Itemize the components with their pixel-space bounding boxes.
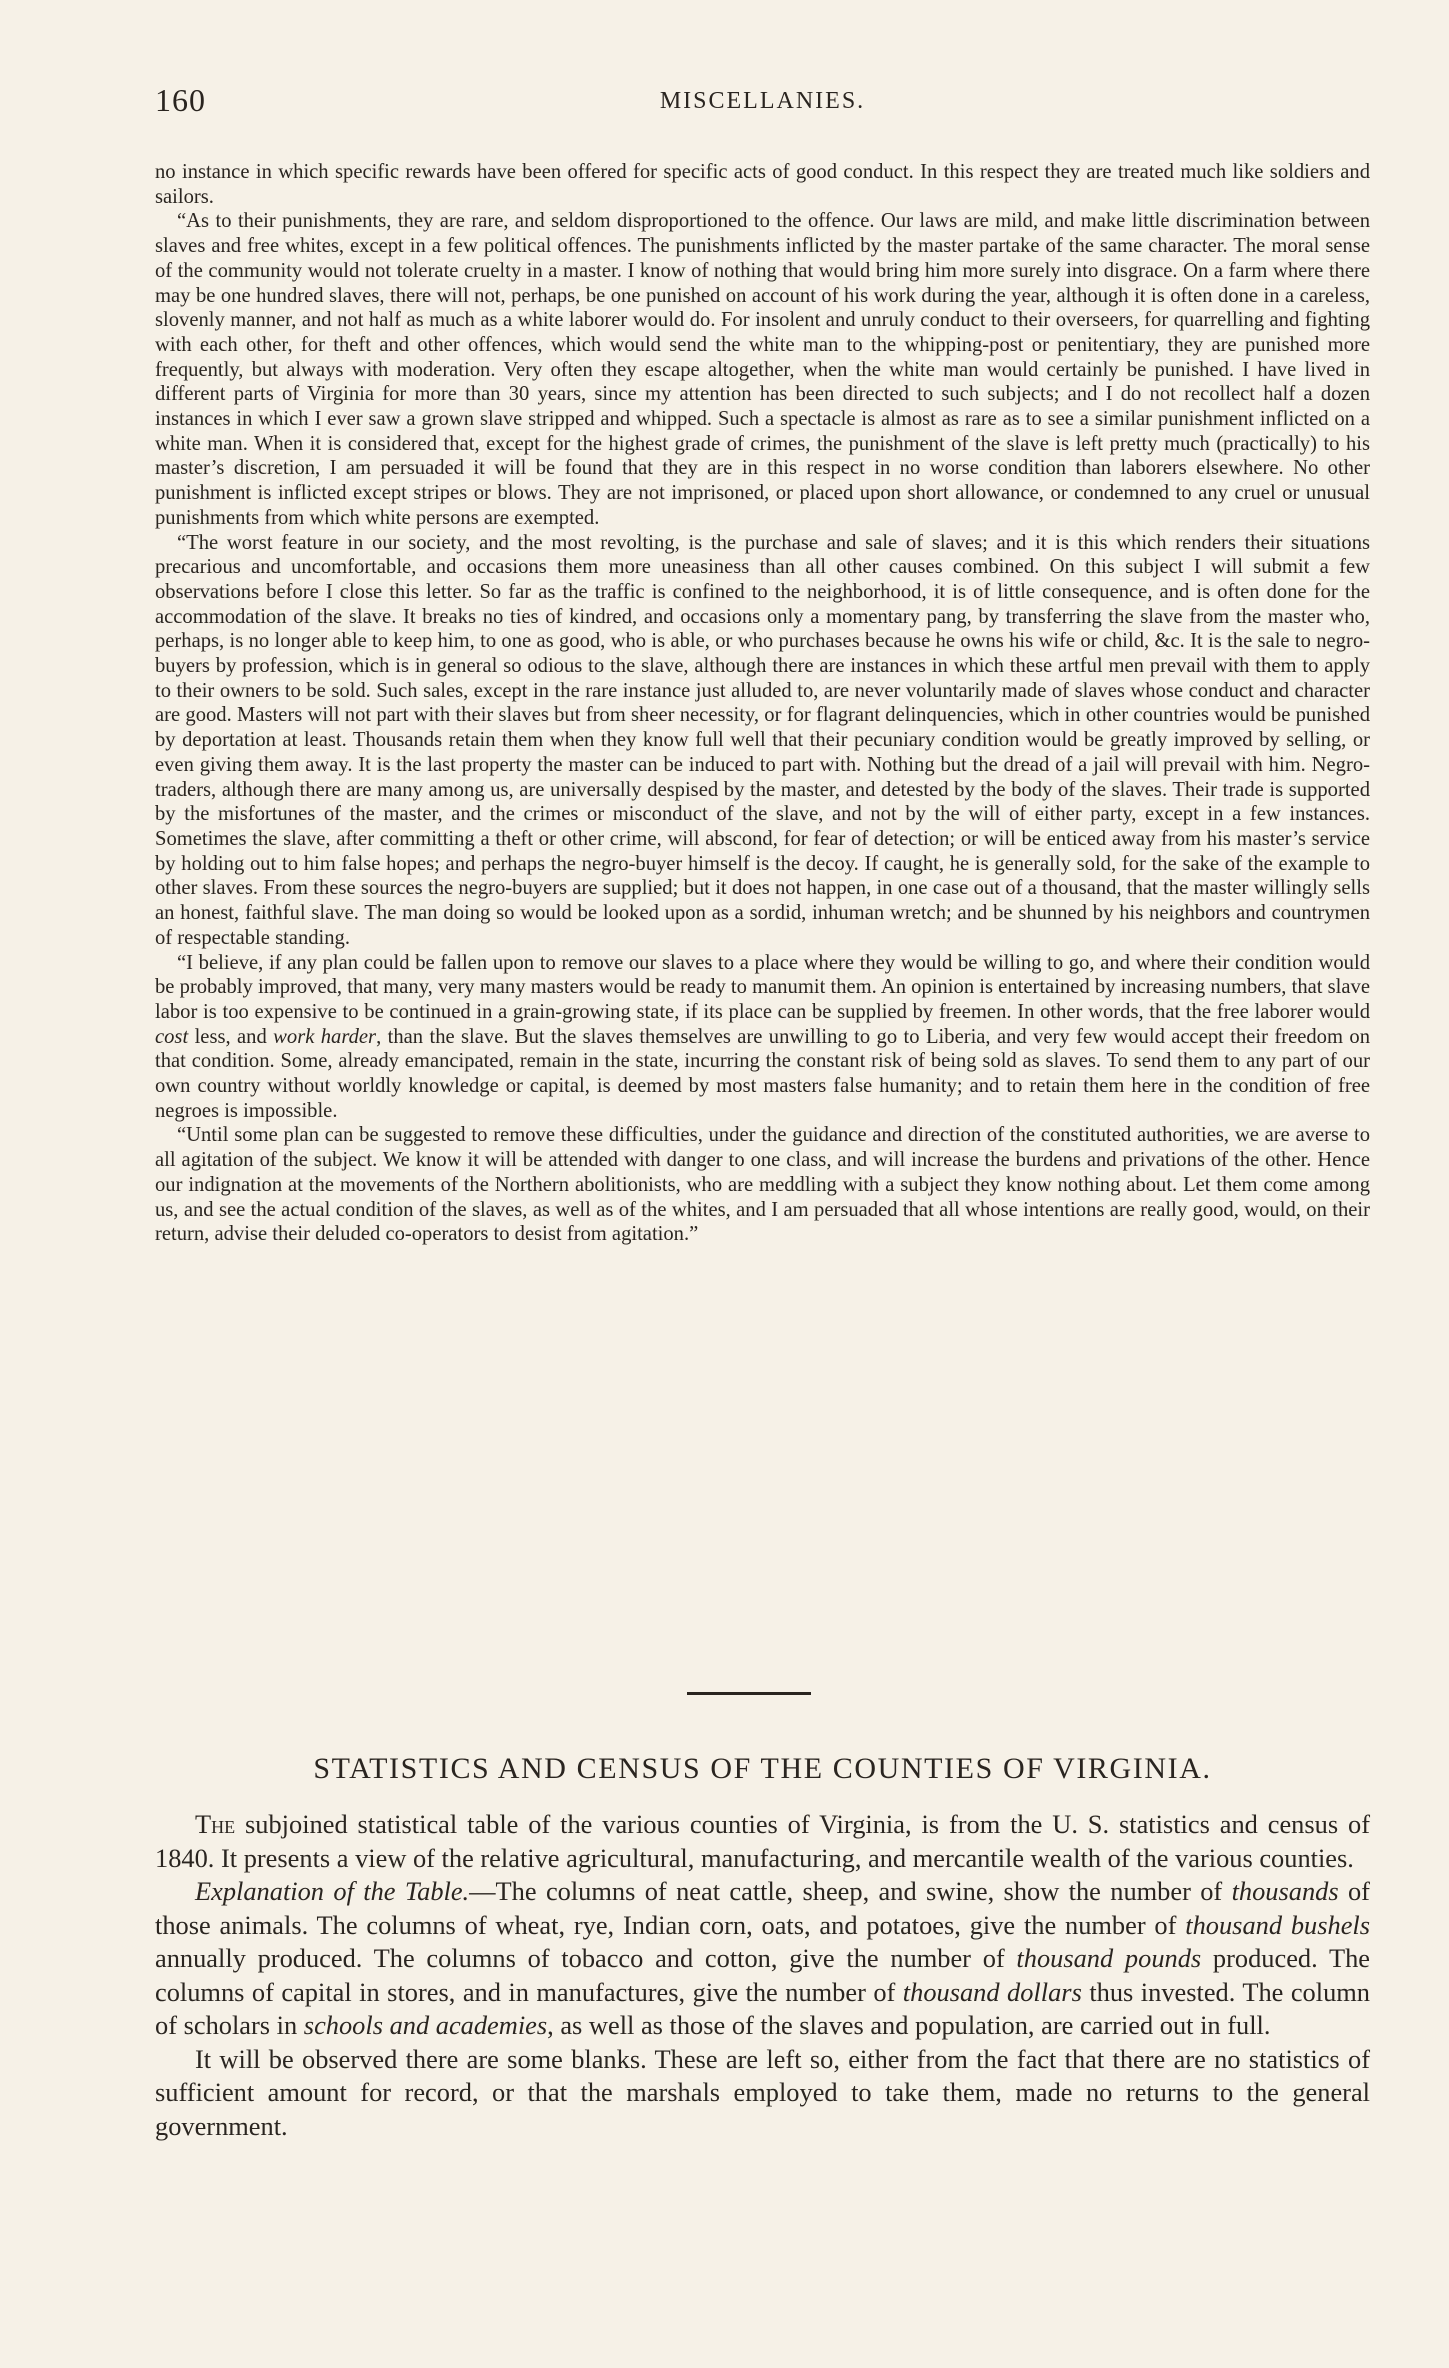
text-run: , as well as those of the slaves and population, are carried out in full. [547,2010,1271,2040]
italic-run: thousand pounds [1016,1943,1202,1973]
letter-paragraph-agitation: “Until some plan can be suggested to remove these difficulties, under the guidance and direction of the constituted authorities, we are averse to all agitation of the subject. We know it will be attended with danger to one class, and will increase the burdens and privations of the other. Hence our indignation at the movements of the Northern abolitionists, who are meddling with a subject they know nothing about. Let them come among us, and see the actual condition of the slaves, as well as of the whites, and I am persuaded that all whose intentions are really good, would, on their return, advise their deluded co-operators to desist from agitation.” [155,1124,1370,1246]
text-run: produced. The columns of capital in stores, and in manufactures, give the number of [155,1943,1370,2007]
explanation-heading: Explanation of the Table. [195,1876,470,1906]
lead-word: The [195,1809,236,1839]
text-run: “I believe, if any plan could be fallen upon to remove our slaves to a place where they would be willing to go, and where their condition would be probably improved, that many, very many masters would be ready to manumit them. An opinion is entertained by increasing numbers, that slave labor is too expensive to be continued in a grain-growing state, if its place can be supplied by freemen. In other words, that the free laborer would [155,951,1370,1023]
section-paragraph-intro [155,1808,1370,1875]
letter-text-block [155,160,1370,1247]
letter-paragraph-manumission [155,951,1370,1124]
section-paragraph-explanation [155,1875,1370,2043]
text-run: less, and [188,1025,274,1048]
running-head: MISCELLANIES. [659,88,866,114]
letter-paragraph-punishments: “As to their punishments, they are rare, and seldom disproportioned to the offence. Our laws are mild, and make little discrimination between slaves and free whites, except in a few political offences. The punishments inflicted by the master partake of the same character. The moral sense of the community would not tolerate cruelty in a master. I know of nothing that would bring him more surely into disgrace. On a farm where there may be one hundred slaves, there will not, perhaps, be one punished on account of his work during the year, although it is often done in a careless, slovenly manner, and not half as much as a white laborer would do. For insolent and unruly conduct to their overseers, for quarrelling and fighting with each other, for theft and other offences, which would send the white man to the whipping-post or penitentiary, they are punished more frequently, but always with moderation. Very often they escape altogether, when the white man would certainly be punished. I have lived in different parts of Virginia for more than 30 years, since my attention has been directed to such subjects; and I do not recollect half a dozen instances in which I ever saw a grown slave stripped and whipped. Such a spectacle is almost as rare as to see a similar punishment inflicted on a white man. When it is considered that, except for the highest grade of crimes, the punishment of the slave is left pretty much (practically) to his master’s discretion, I am persuaded it will be found that they are in this respect in no worse condition than laborers elsewhere. No other punishment is inflicted except stripes or blows. They are not imprisoned, or placed upon short allowance, or condemned to any cruel or unusual punishments from which white persons are exempted. [155,210,1370,529]
text-run: subjoined statistical table of the various counties of Virginia, is from the U. S. statistics and census of 1840. It presents a view of the relative agricultural, manufacturing, and mercantile wealth of the various counties. [155,1809,1370,1873]
letter-paragraph-sale-of-slaves: “The worst feature in our society, and the most revolting, is the purchase and sale of slaves; and it is this which renders their situations precarious and uncomfortable, and occasions them more uneasiness than all other causes combined. On this subject I will submit a few observations before I close this letter. So far as the traffic is confined to the neighborhood, it is of little consequence, and is often done for the accommodation of the slave. It breaks no ties of kindred, and occasions only a momentary pang, by transferring the slave from the master who, perhaps, is no longer able to keep him, to one as good, who is able, or who purchases because he owns his wife or child, &c. It is the sale to negro-buyers by profession, which is in general so odious to the slave, although there are instances in which these artful men prevail with them to apply to their owners to be sold. Such sales, except in the rare instance just alluded to, are never voluntarily made of slaves whose conduct and character are good. Masters will not part with their slaves but from sheer necessity, or for flagrant delinquencies, which in other countries would be punished by deportation at least. Thousands retain them when they know full well that their pecuniary condition would be greatly improved by selling, or even giving them away. It is the last property the master can be induced to part with. Nothing but the dread of a jail will prevail with him. Negro-traders, although there are many among us, are universally despised by the master, and detested by the body of the slaves. Their trade is supported by the misfortunes of the master, and the crimes or misconduct of the slave, and not by the will of either party, except in a few instances. Sometimes the slave, after committing a theft or other crime, will abscond, for fear of detection; or will be enticed away from his master’s service by holding out to him false hopes; and perhaps the negro-buyer himself is the decoy. If caught, he is generally sold, for the sake of the example to other slaves. From these sources the negro-buyers are supplied; but it does not happen, in one case out of a thousand, that the master willingly sells an honest, faithful slave. The man doing so would be looked upon as a sordid, inhuman wretch; and be shunned by his neighbors and countrymen of respectable standing. [155,531,1370,949]
text-run: thus invested. The column of scholars in [155,1976,1370,2040]
text-run: of those animals. The columns of wheat, rye, Indian corn, oats, and potatoes, give the number of [155,1876,1370,1940]
text-run: , than the slave. But the slaves themselves are unwilling to go to Liberia, and very few would accept their freedom on that condition. Some, already emancipated, remain in the state, incurring the constant risk of being sold as slaves. To send them to any part of our own country without worldly knowledge or capital, is deemed by most masters false humanity; and to retain them here in the condition of free negroes is impossible. [155,1025,1370,1122]
section-divider-rule [687,1692,811,1695]
section-title: STATISTICS AND CENSUS OF THE COUNTIES OF VIRGINIA. [313,1752,1212,1785]
text-run: annually produced. The columns of tobacco and cotton, give the number of [155,1943,1017,1973]
italic-run: cost [155,1025,189,1048]
italic-run: thousands [1231,1876,1339,1906]
section-text-block [155,1808,1370,2143]
italic-run: schools and academies [303,2010,548,2040]
italic-run: work harder [273,1025,377,1048]
italic-run: thousand dollars [902,1976,1082,2007]
page-header [155,82,1370,132]
italic-run: thousand bushels [1185,1909,1371,1940]
page-number: 160 [155,82,206,118]
text-run: —The columns of neat cattle, sheep, and swine, show the number of [469,1876,1232,1906]
section-paragraph-blanks: It will be observed there are some blanks. These are left so, either from the fact that there are no statistics of sufficient amount for record, or that the marshals employed to take them, made no returns to the general government. [155,2043,1370,2141]
letter-paragraph-1: no instance in which specific rewards have been offered for specific acts of good conduct. In this respect they are treated much like soldiers and sailors. [155,161,1370,208]
